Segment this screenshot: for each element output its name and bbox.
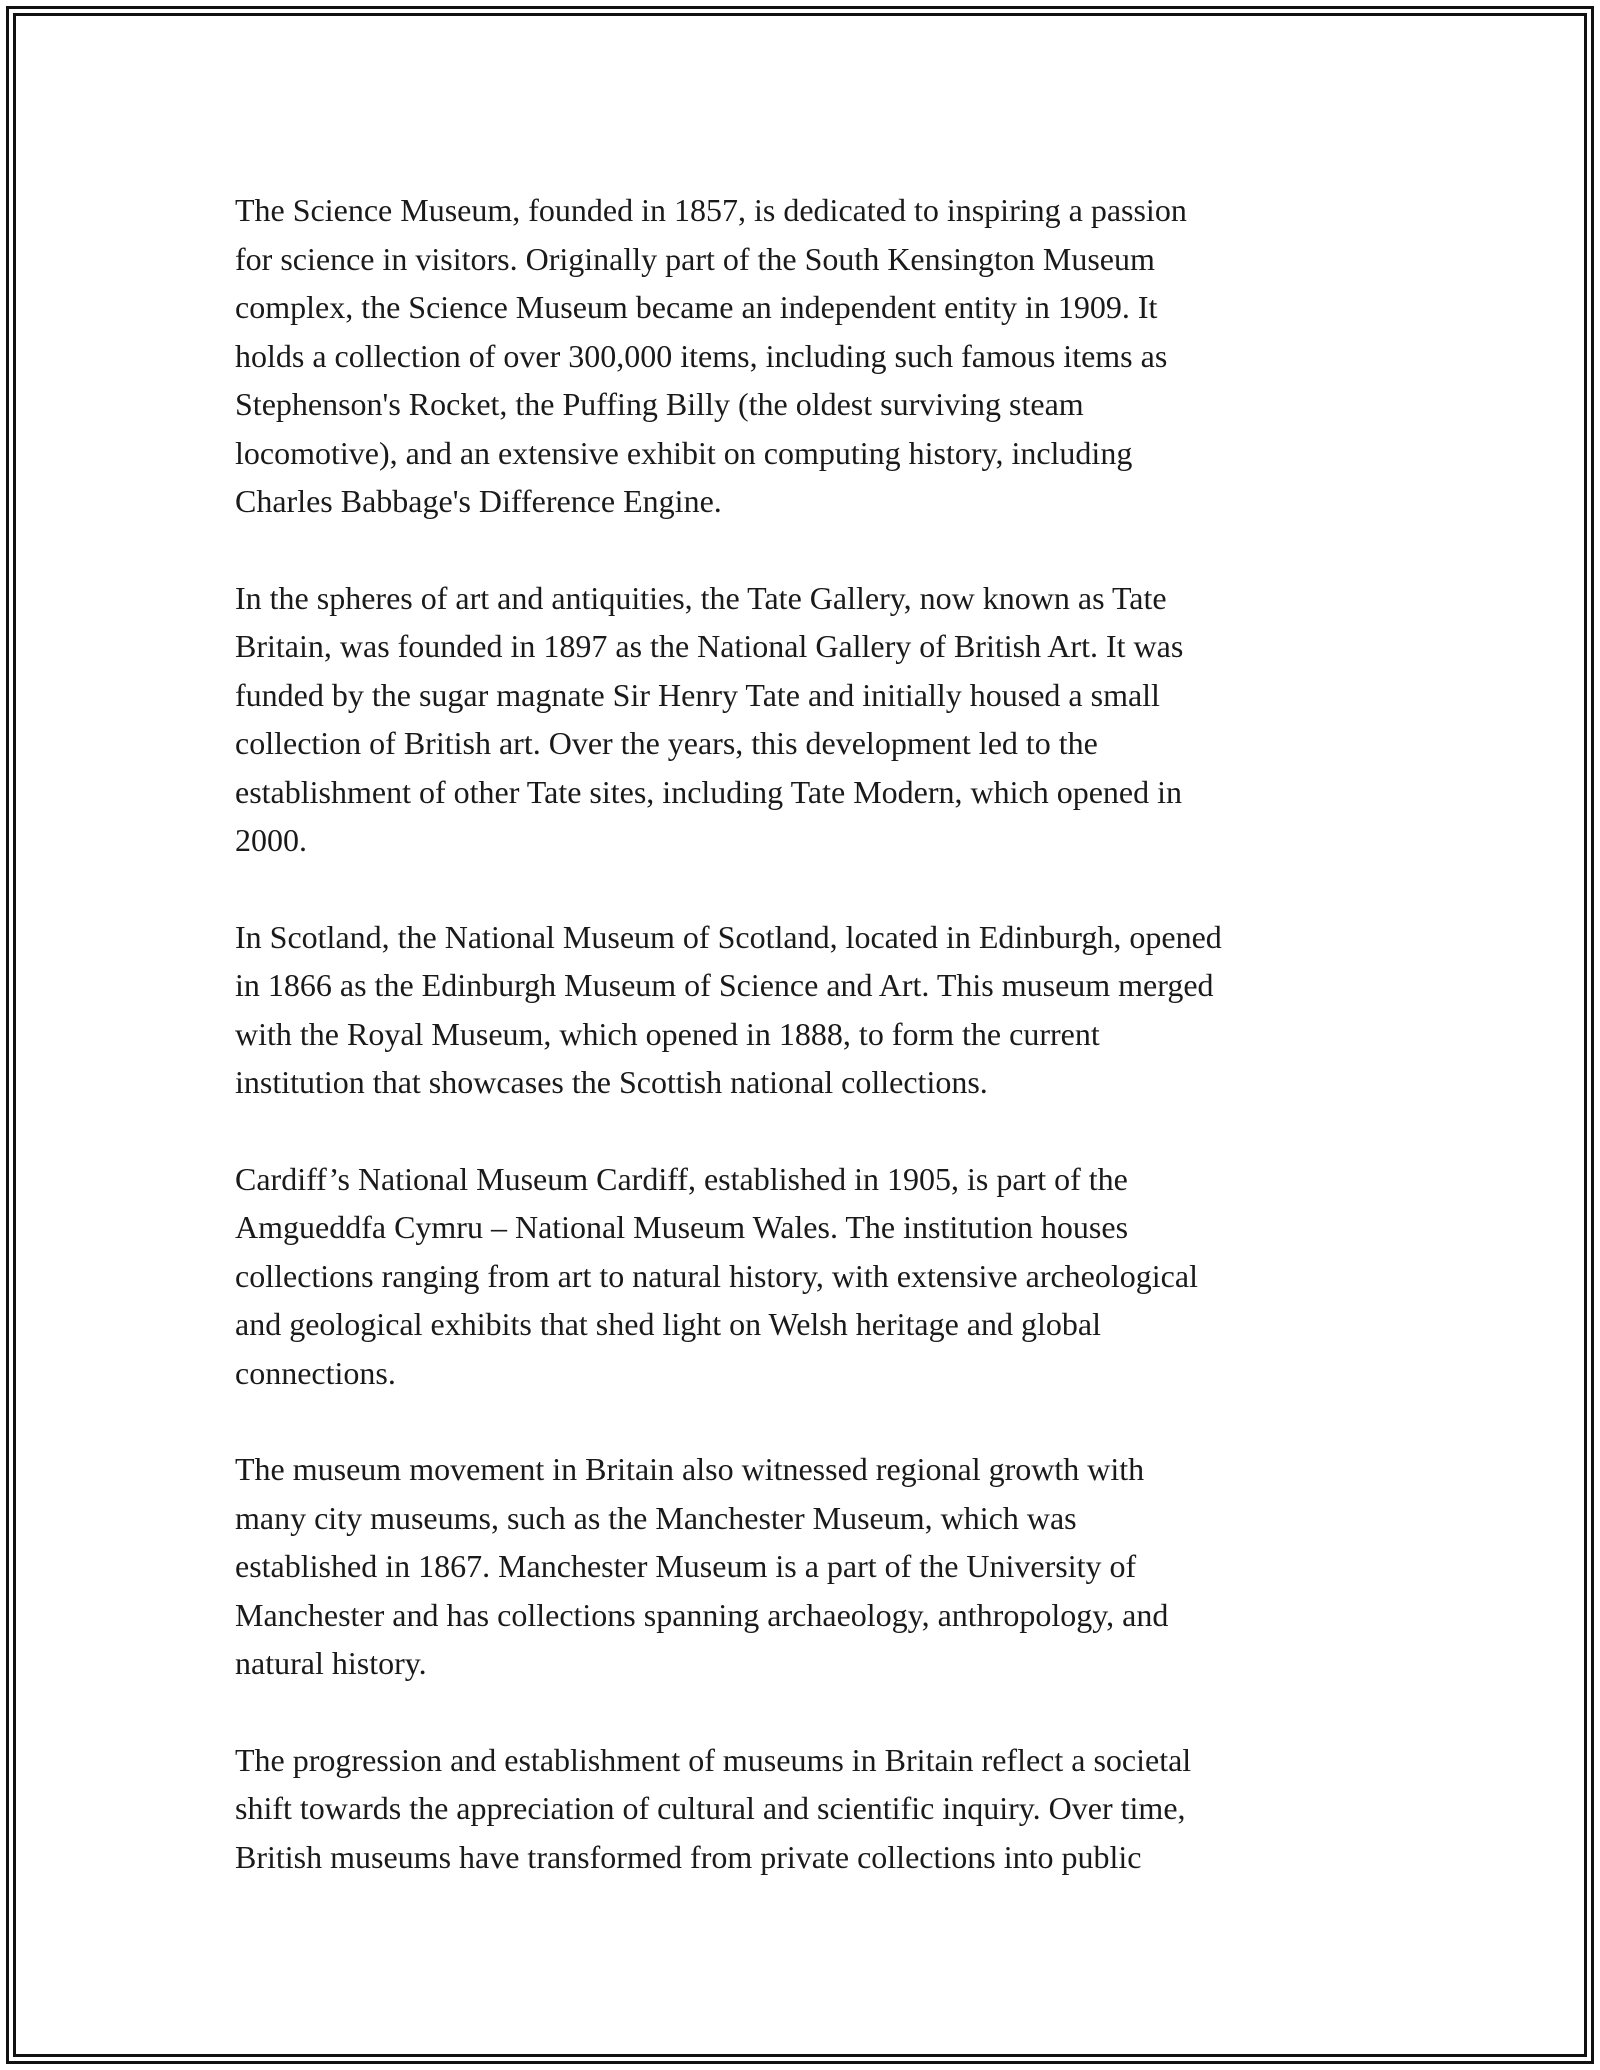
text-line: with the Royal Museum, which opened in 1888, to form the current <box>235 1015 1100 1052</box>
text-line: connections. <box>235 1354 396 1391</box>
text-line: Amgueddfa Cymru – National Museum Wales. The institution houses <box>235 1209 1129 1245</box>
text-line: Manchester and has collections spanning archaeology, anthropology, and <box>235 1596 1169 1633</box>
text-line: funded by the sugar magnate Sir Henry Tate and initially housed a small <box>235 676 1160 713</box>
text-line: Stephenson's Rocket, the Puffing Billy (the oldest surviving steam <box>235 386 1084 422</box>
text-line: Cardiff’s National Museum Cardiff, established in 1905, is part of the <box>235 1160 1128 1197</box>
document-body <box>235 186 1375 1881</box>
text-line: established in 1867. Manchester Museum is a part of the University of <box>235 1548 1137 1584</box>
text-line: The museum movement in Britain also witnessed regional growth with <box>235 1451 1145 1487</box>
text-line: shift towards the appreciation of cultural and scientific inquiry. Over time, <box>235 1790 1186 1826</box>
text-line: for science in visitors. Originally part of the South Kensington Museum <box>235 240 1155 277</box>
paragraph-museum-cardiff <box>235 1155 1375 1398</box>
text-line: The Science Museum, founded in 1857, is dedicated to inspiring a passion <box>235 192 1187 228</box>
paragraph-manchester-museum <box>235 1445 1375 1688</box>
paragraph-progression <box>235 1736 1375 1882</box>
text-line: and geological exhibits that shed light on Welsh heritage and global <box>235 1306 1101 1342</box>
text-line: complex, the Science Museum became an independent entity in 1909. It <box>235 289 1158 325</box>
text-line: collections ranging from art to natural history, with extensive archeological <box>235 1257 1198 1294</box>
paragraph-tate-gallery <box>235 574 1375 865</box>
text-line: British museums have transformed from private collections into public <box>235 1838 1142 1875</box>
text-line: The progression and establishment of museums in Britain reflect a societal <box>235 1741 1192 1778</box>
text-line: 2000. <box>235 822 307 858</box>
text-line: natural history. <box>235 1645 427 1681</box>
text-line: in 1866 as the Edinburgh Museum of Science and Art. This museum merged <box>235 967 1214 1003</box>
text-line: holds a collection of over 300,000 items, including such famous items as <box>235 337 1168 374</box>
text-line: collection of British art. Over the years, this development led to the <box>235 725 1098 761</box>
text-line: In Scotland, the National Museum of Scotland, located in Edinburgh, opened <box>235 918 1222 955</box>
text-line: locomotive), and an extensive exhibit on computing history, including <box>235 434 1133 471</box>
text-line: Charles Babbage's Difference Engine. <box>235 483 722 519</box>
text-line: institution that showcases the Scottish national collections. <box>235 1064 988 1100</box>
text-line: In the spheres of art and antiquities, the Tate Gallery, now known as Tate <box>235 579 1167 616</box>
paragraph-science-museum <box>235 186 1375 526</box>
text-line: many city museums, such as the Manchester Museum, which was <box>235 1499 1077 1536</box>
text-line: establishment of other Tate sites, including Tate Modern, which opened in <box>235 773 1183 810</box>
text-line: Britain, was founded in 1897 as the National Gallery of British Art. It was <box>235 628 1184 664</box>
paragraph-national-museum-scotland <box>235 913 1375 1107</box>
